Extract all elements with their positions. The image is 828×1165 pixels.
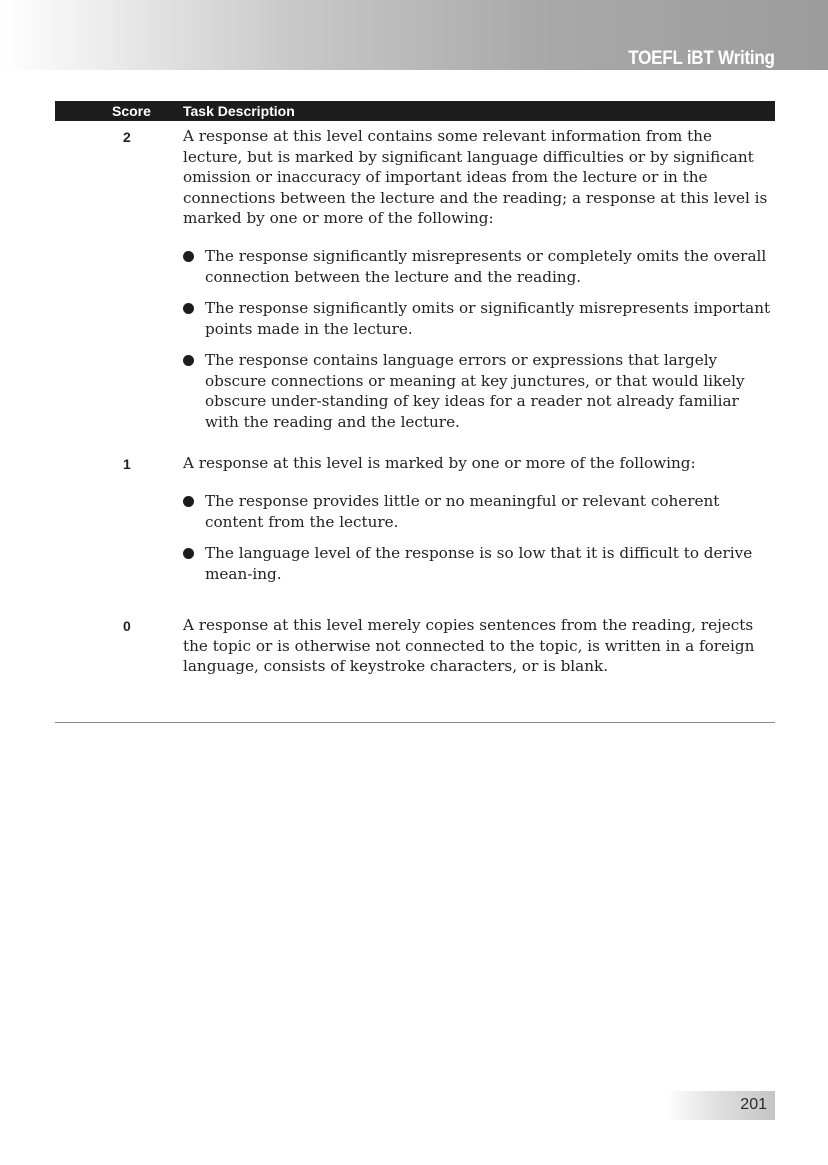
table-header <box>55 101 775 121</box>
bullet-icon <box>183 548 194 559</box>
score-value: 1 <box>123 456 131 472</box>
score-value: 2 <box>123 129 131 145</box>
page-number-box <box>666 1091 775 1120</box>
page-number: 201 <box>740 1096 767 1113</box>
task-description-column-header: Task Description <box>183 103 295 119</box>
criterion-text: The response significantly misrepresents or completely omits the overall connection between the lecture and the reading. <box>205 247 767 286</box>
bullet-icon <box>183 355 194 366</box>
score-description: A response at this level is marked by one or more of the following: <box>183 454 696 472</box>
bullet-icon <box>183 303 194 314</box>
criterion-text: The response provides little or no meaningful or relevant coherent content from the lecture. <box>205 492 720 531</box>
score-description: A response at this level merely copies sentences from the reading, rejects the topic or is otherwise not connected to the topic, is written in a foreign language, consists of keystroke characters, or is blank. <box>183 616 755 675</box>
criterion-text: The response contains language errors or expressions that largely obscure connections or meaning at key junctures, or that would likely obscure under-standing of key ideas for a reader not already familiar with the reading and the lecture. <box>205 351 745 431</box>
bottom-divider <box>55 722 775 723</box>
bullet-icon <box>183 496 194 507</box>
criterion-text: The language level of the response is so low that it is difficult to derive mean-ing. <box>205 544 753 583</box>
score-value: 0 <box>123 618 131 634</box>
score-description: A response at this level contains some relevant information from the lecture, but is marked by significant language difficulties or by significant omission or inaccuracy of important ideas from the lecture or in the connections between the lecture and the reading; a response at this level is marked by one or more of the following: <box>183 127 768 227</box>
score-column-header: Score <box>112 103 151 119</box>
page-header-title: TOEFL iBT Writing <box>628 48 775 69</box>
bullet-icon <box>183 251 194 262</box>
criterion-text: The response significantly omits or significantly misrepresents important points made in the lecture. <box>205 299 771 338</box>
